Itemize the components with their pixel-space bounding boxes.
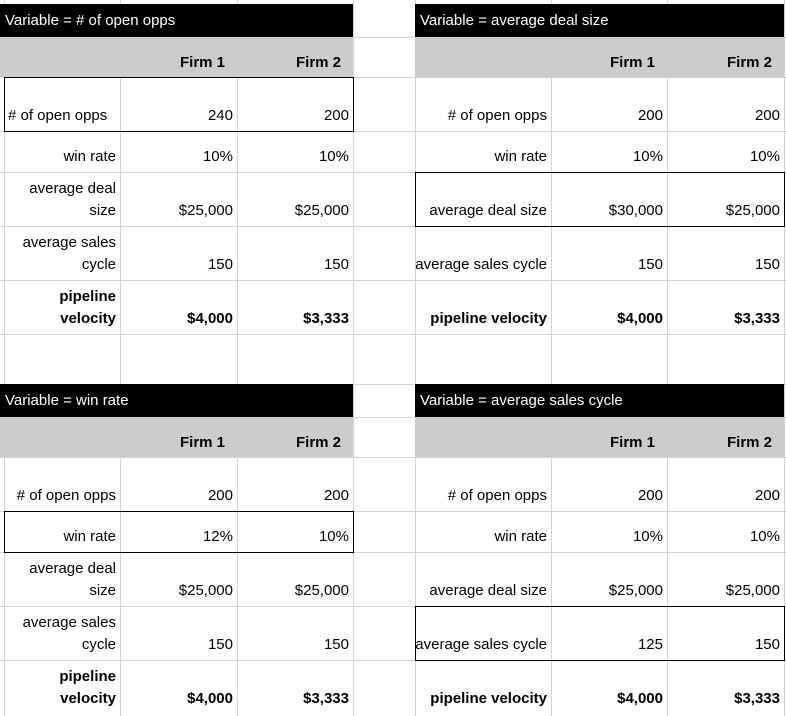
value-cell[interactable]: 150 [207, 256, 233, 273]
value-cell[interactable]: 240 [207, 107, 233, 124]
row-label: win rate [63, 528, 116, 545]
value-cell[interactable]: $3,333 [303, 690, 349, 707]
firm-header-1: Firm 1 [609, 54, 655, 71]
value-cell[interactable]: $25,000 [294, 202, 349, 219]
value-cell[interactable]: 10% [632, 148, 663, 165]
value-cell[interactable]: 125 [637, 636, 663, 653]
grid-line-vertical [784, 0, 785, 716]
value-cell[interactable]: 10% [318, 528, 349, 545]
row-label: win rate [494, 528, 547, 545]
row-label: win rate [63, 148, 116, 165]
value-cell[interactable]: $4,000 [187, 690, 233, 707]
value-cell[interactable]: 150 [754, 256, 780, 273]
value-cell[interactable]: 200 [207, 487, 233, 504]
row-label: average sales cycle [415, 636, 547, 653]
value-cell[interactable]: 200 [754, 487, 780, 504]
row-label: average deal size [429, 202, 547, 219]
value-cell[interactable]: 10% [749, 148, 780, 165]
value-cell[interactable]: 10% [318, 148, 349, 165]
firm-header-2: Firm 2 [295, 54, 341, 71]
row-label: # of open opps [447, 487, 547, 504]
row-label: pipeline velocity [430, 310, 547, 327]
value-cell[interactable]: $3,333 [303, 310, 349, 327]
value-cell[interactable]: 200 [323, 487, 349, 504]
block-title: Variable = average deal size [415, 4, 784, 37]
value-cell[interactable]: 200 [637, 107, 663, 124]
value-cell[interactable]: 150 [637, 256, 663, 273]
block-title: Variable = win rate [0, 384, 353, 417]
value-cell[interactable]: 200 [323, 107, 349, 124]
firm-header-2: Firm 2 [726, 434, 772, 451]
row-label: average deal size [29, 180, 116, 219]
value-cell[interactable]: 150 [323, 636, 349, 653]
value-cell[interactable]: $3,333 [734, 690, 780, 707]
value-cell[interactable]: $25,000 [725, 202, 780, 219]
value-cell[interactable]: 12% [202, 528, 233, 545]
block-title: Variable = average sales cycle [415, 384, 784, 417]
row-label: # of open opps [16, 487, 116, 504]
row-label: win rate [494, 148, 547, 165]
row-label: average sales cycle [22, 614, 116, 653]
grid-line-vertical [353, 0, 354, 716]
value-cell[interactable]: 150 [754, 636, 780, 653]
value-cell[interactable]: $3,333 [734, 310, 780, 327]
value-cell[interactable]: 150 [323, 256, 349, 273]
value-cell[interactable]: $4,000 [617, 690, 663, 707]
value-cell[interactable]: $25,000 [294, 582, 349, 599]
value-cell[interactable]: 200 [637, 487, 663, 504]
grid-line-horizontal [0, 334, 786, 335]
row-label: average sales cycle [22, 234, 116, 273]
value-cell[interactable]: 10% [749, 528, 780, 545]
value-cell[interactable]: $30,000 [608, 202, 663, 219]
value-cell[interactable]: $4,000 [187, 310, 233, 327]
block-title: Variable = # of open opps [0, 4, 353, 37]
value-cell[interactable]: $25,000 [178, 582, 233, 599]
value-cell[interactable]: $25,000 [178, 202, 233, 219]
value-cell[interactable]: 150 [207, 636, 233, 653]
firm-header-1: Firm 1 [179, 434, 225, 451]
value-cell[interactable]: $25,000 [608, 582, 663, 599]
firm-header-2: Firm 2 [295, 434, 341, 451]
firm-header-1: Firm 1 [609, 434, 655, 451]
firm-header-1: Firm 1 [179, 54, 225, 71]
row-label: # of open opps [447, 107, 547, 124]
row-label: pipeline velocity [59, 668, 116, 707]
value-cell[interactable]: 10% [202, 148, 233, 165]
row-label: pipeline velocity [430, 690, 547, 707]
value-cell[interactable]: $25,000 [725, 582, 780, 599]
value-cell[interactable]: 10% [632, 528, 663, 545]
row-label: average sales cycle [415, 256, 547, 273]
value-cell[interactable]: 200 [754, 107, 780, 124]
row-label: pipeline velocity [59, 288, 116, 327]
value-cell[interactable]: $4,000 [617, 310, 663, 327]
row-label: average deal size [429, 582, 547, 599]
row-label: # of open opps [8, 107, 108, 124]
row-label: average deal size [29, 560, 116, 599]
firm-header-2: Firm 2 [726, 54, 772, 71]
